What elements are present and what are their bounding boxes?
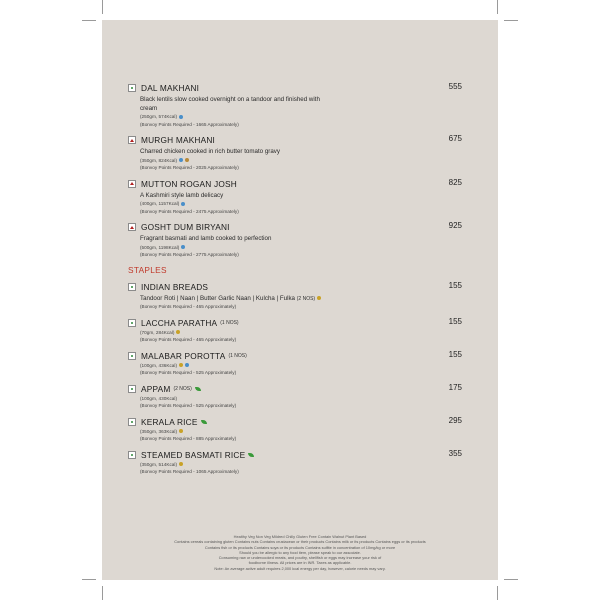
plant-based-icon <box>195 387 201 391</box>
menu-item-malabar-porotta <box>128 350 462 377</box>
menu-item-murgh-makhani <box>128 134 462 172</box>
item-price: 825 <box>448 177 462 187</box>
item-description: Black lentils slow cooked overnight on a tandoor and finished with cream <box>140 96 320 112</box>
item-points: (Bonvoy Points Required - 525 Approximately) <box>140 370 237 375</box>
veg-icon <box>128 283 136 291</box>
menu-item-gosht-dum-biryani <box>128 221 462 259</box>
veg-icon <box>128 418 136 426</box>
item-points: (Bonvoy Points Required - 465 Approximately) <box>140 337 237 342</box>
crop-mark <box>497 0 498 14</box>
gluten-icon <box>179 462 183 466</box>
allergy-note: Should you be allergic to any food item, please speak to our associate. <box>239 549 361 555</box>
item-name: APPAM <box>141 383 171 394</box>
menu-item-dal-makhani <box>128 82 462 128</box>
crop-mark <box>102 0 103 14</box>
crop-mark <box>102 586 103 600</box>
legend-allergens-line: Contains cereals containing gluten Contains nuts Contains crustacean or their products Contains milk or its products Contains eggs or its products <box>174 539 426 545</box>
item-description: Fragrant basmati and lamb cooked to perfection <box>140 235 272 242</box>
menu-item-kerala-rice <box>128 416 462 443</box>
menu-item-appam <box>128 383 462 410</box>
menu-list <box>128 82 462 482</box>
item-points: (Bonvoy Points Required - 525 Approximately) <box>140 403 237 408</box>
item-name: MURGH MAKHANI <box>141 135 216 145</box>
item-quantity: (2 NOS) <box>173 385 192 392</box>
item-points: (Bonvoy Points Required - 1065 Approximately) <box>140 469 239 474</box>
crop-mark <box>504 20 518 21</box>
item-nutrition: (500gm, 1198Kcal) <box>140 244 180 250</box>
item-nutrition: (350gm, 824Kcal) <box>140 157 177 163</box>
item-name: LACCHA PARATHA <box>141 317 218 328</box>
veg-icon <box>128 385 136 393</box>
item-nutrition: (350gm, 514Kcal) <box>140 461 177 467</box>
crop-mark <box>82 579 96 580</box>
nuts-icon <box>185 158 189 162</box>
item-nutrition: (100gm, 436Kcal) <box>140 362 177 368</box>
price-note: foodborne illness. All prices are in INR. Taxes as applicable. <box>248 560 352 566</box>
item-price: 155 <box>448 316 462 326</box>
non-veg-icon <box>128 136 136 144</box>
item-price: 925 <box>448 221 462 230</box>
crop-mark <box>82 20 96 21</box>
menu-item-mutton-rogan-josh <box>128 178 462 216</box>
item-name: MUTTON ROGAN JOSH <box>141 178 237 189</box>
item-nutrition: (250gm, 574Kcal) <box>140 114 177 119</box>
item-quantity: (2 NOS) <box>296 295 316 302</box>
menu-item-laccha-paratha <box>128 317 462 344</box>
item-nutrition: (100gm, 430Kcal) <box>140 395 177 401</box>
veg-icon <box>128 451 136 459</box>
milk-icon <box>181 245 185 249</box>
gluten-icon <box>179 363 183 367</box>
milk-icon <box>179 158 183 162</box>
item-points: (Bonvoy Points Required - 2475 Approximately) <box>140 208 239 214</box>
item-points: (Bonvoy Points Required - 885 Approximately) <box>140 436 237 441</box>
milk-icon <box>185 363 189 367</box>
veg-icon <box>128 352 136 360</box>
item-points: (Bonvoy Points Required - 465 Approximately) <box>140 304 237 309</box>
item-nutrition: (70gm, 284Kcal) <box>140 329 175 335</box>
item-name: DAL MAKHANI <box>141 83 200 93</box>
item-nutrition: (350gm, 363Kcal) <box>140 428 177 434</box>
plant-based-icon <box>201 420 207 424</box>
item-description: Charred chicken cooked in rich butter tomato gravy <box>140 148 280 155</box>
item-description: Tandoor Roti | Naan | Butter Garlic Naan | Kulcha | Fulka <box>140 294 296 302</box>
menu-item-steamed-basmati-rice <box>128 449 462 476</box>
calorie-note: Note: An average active adult requires 2,000 kcal energy per day, however, calorie needs may vary. <box>214 565 386 571</box>
menu-item-indian-breads <box>128 281 462 311</box>
legend-allergens-line: Contains fish or its products Contains soya or its products Contains sulfite in concentration of 10mg/kg or more <box>204 544 396 550</box>
veg-icon <box>128 319 136 327</box>
food-safety-note: Consuming raw or undercooked meats, and poultry, shellfish or eggs may increase your risk of <box>218 555 382 561</box>
item-price: 555 <box>448 82 462 91</box>
item-price: 155 <box>448 349 462 359</box>
crop-mark <box>497 586 498 600</box>
milk-icon <box>179 115 183 119</box>
item-name: KERALA RICE <box>141 416 198 427</box>
item-nutrition: (400gm, 1157Kcal) <box>140 201 180 206</box>
item-name: MALABAR POROTTA <box>141 350 226 361</box>
plant-based-icon <box>248 453 254 457</box>
section-title-staples: STAPLES <box>128 264 167 275</box>
item-description: A Kashmiri style lamb delicacy <box>140 191 224 199</box>
legend-icons-line: Healthy Veg Non Veg Mildred Chilly Gluten Free Contain Walnut Plant Based <box>233 534 367 539</box>
item-price: 175 <box>448 382 462 392</box>
gluten-icon <box>179 429 183 433</box>
gluten-icon <box>176 330 180 334</box>
item-quantity: (1 NOS) <box>220 319 239 326</box>
item-name: STEAMED BASMATI RICE <box>141 449 246 460</box>
item-quantity: (1 NOS) <box>228 352 247 359</box>
item-price: 355 <box>448 448 462 458</box>
item-points: (Bonvoy Points Required - 2775 Approximately) <box>140 252 239 257</box>
crop-mark <box>504 579 518 580</box>
item-points: (Bonvoy Points Required - 2025 Approximately) <box>140 165 239 170</box>
non-veg-icon <box>128 180 136 188</box>
item-price: 155 <box>448 280 462 290</box>
item-points: (Bonvoy Points Required - 1665 Approximately) <box>140 121 239 127</box>
gluten-icon <box>317 296 321 300</box>
item-price: 675 <box>448 134 462 143</box>
veg-icon <box>128 84 136 92</box>
menu-page <box>102 20 498 580</box>
dietary-legend <box>102 534 498 571</box>
milk-icon <box>181 202 185 206</box>
non-veg-icon <box>128 223 136 231</box>
item-price: 295 <box>448 415 462 425</box>
item-name: INDIAN BREADS <box>141 281 209 292</box>
item-name: GOSHT DUM BIRYANI <box>141 222 230 232</box>
